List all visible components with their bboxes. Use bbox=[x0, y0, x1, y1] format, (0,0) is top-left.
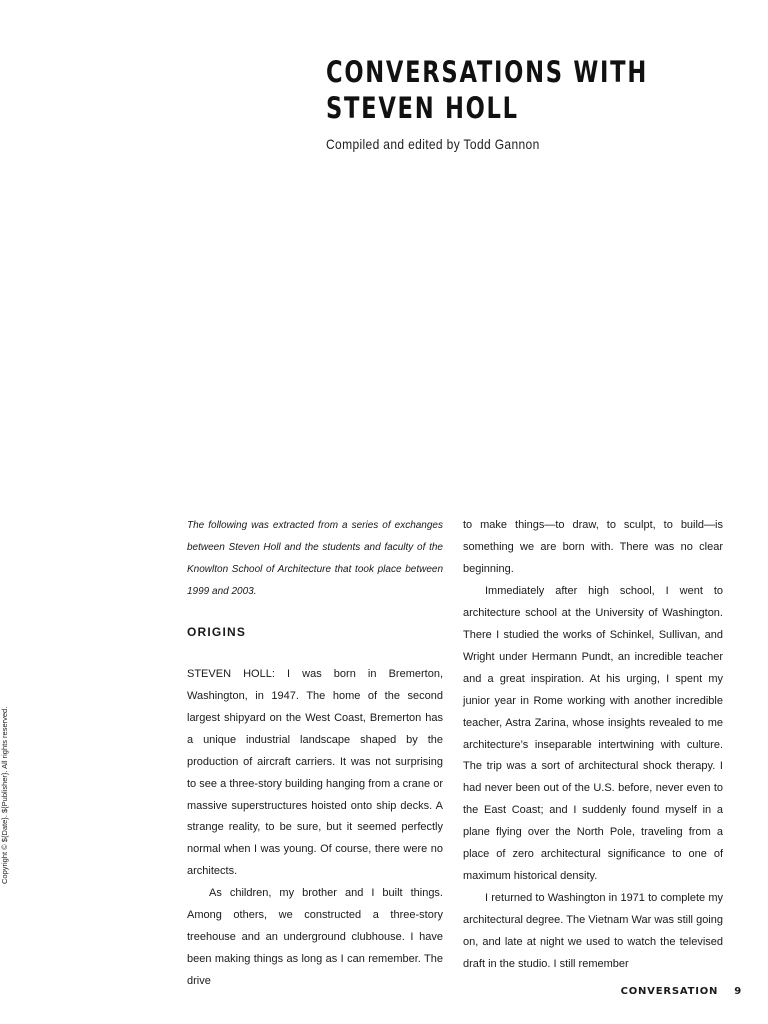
body-paragraph: STEVEN HOLL: I was born in Bremerton, Washington, in 1947. The home of the second largest shipyard on the West Coast, Bremerton has a unique industrial landscape shaped by the production of aircraft carriers. It was not surprising to see a three-story building hanging from a crane or massive superstructures hoisted onto ship decks. A strange reality, to be sure, but it seemed perfectly normal when I was young. Of course, there were no architects. bbox=[187, 667, 443, 878]
page-footer bbox=[621, 986, 742, 997]
page-title bbox=[326, 54, 648, 126]
text-column-right bbox=[463, 515, 723, 976]
body-paragraph: As children, my brother and I built things. Among others, we constructed a three-story treehouse and an underground clubhouse. I have been making things as long as I can remember. The drive bbox=[187, 887, 443, 988]
text-column-left bbox=[187, 515, 443, 993]
title-line-2: STEVEN HOLL bbox=[326, 91, 519, 125]
body-paragraph: I returned to Washington in 1971 to complete my architectural degree. The Vietnam War was still going on, and late at night we used to watch the televised draft in the studio. I still remember bbox=[463, 892, 723, 971]
page-number: 9 bbox=[734, 986, 742, 997]
subtitle: Compiled and edited by Todd Gannon bbox=[326, 136, 540, 152]
copyright-notice: Copyright © ${Date}. ${Publisher}. All rights reserved. bbox=[0, 706, 9, 884]
intro-paragraph: The following was extracted from a series of exchanges between Steven Holl and the students and faculty of the Knowlton School of Architecture that took place between 1999 and 2003. bbox=[187, 520, 443, 597]
title-line-1: CONVERSATIONS WITH bbox=[326, 55, 648, 89]
body-paragraph: Immediately after high school, I went to architecture school at the University of Washington. There I studied the works of Schinkel, Sullivan, and Wright under Hermann Pundt, an incredible teacher and a great inspiration. At his urging, I spent my junior year in Rome working with another incredible teacher, Astra Zarina, whose insights revealed to me architecture’s inseparable intertwining with culture. The trip was a sort of architectural shock therapy. I had never been out of the U.S. before, never even to the East Coast; and I suddenly found myself in a plane flying over the North Pole, traveling from a place of zero architectural significance to one of maximum historical density. bbox=[463, 584, 723, 883]
section-heading: ORIGINS bbox=[187, 624, 247, 639]
body-paragraph: to make things—to draw, to sculpt, to build—is something we are born with. There was no clear beginning. bbox=[463, 519, 723, 575]
footer-section-label: CONVERSATION bbox=[620, 986, 719, 997]
